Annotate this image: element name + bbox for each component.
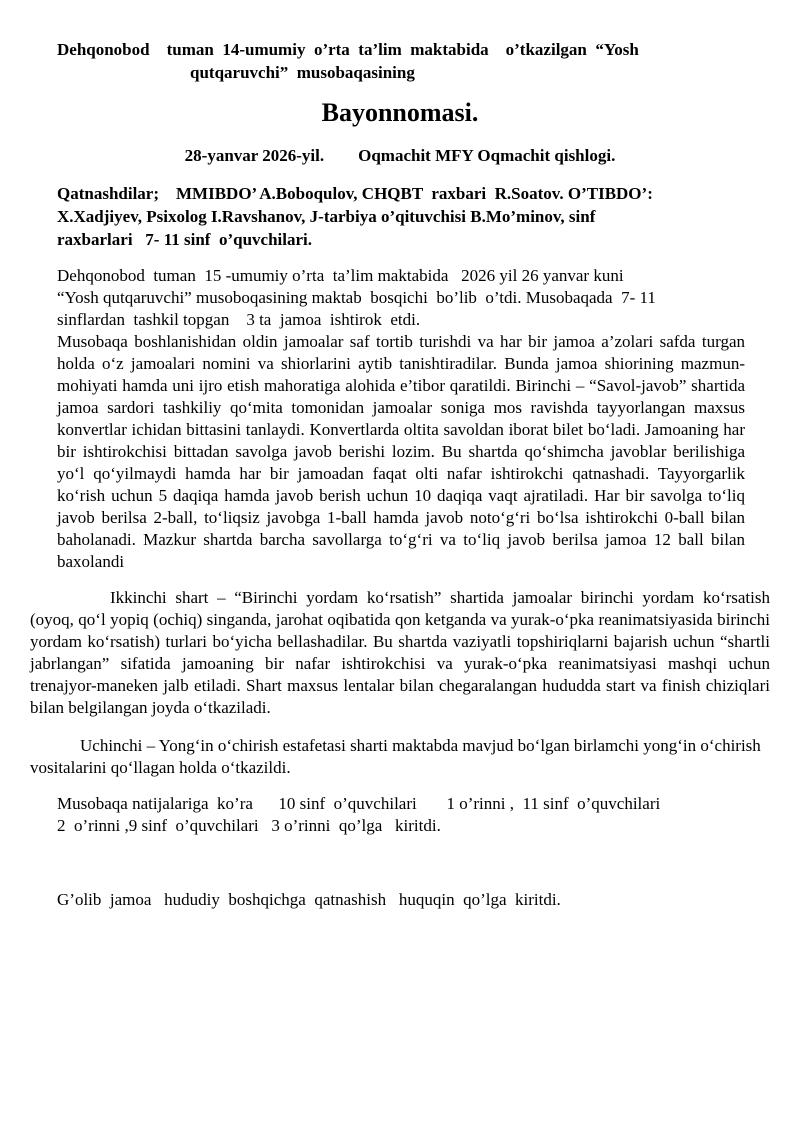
intro-line-3: sinflardan tashkil topgan 3 ta jamoa ishtirok etdi. (57, 310, 421, 329)
doc-title: Bayonnomasi. (321, 98, 479, 127)
third-condition-paragraph: Uchinchi – Yong‘in o‘chirish estafetasi sharti maktabda mavjud bo‘lgan birlamchi yong‘in o‘chirish vositalarini qo‘llagan holda o‘tkazildi. (30, 736, 761, 777)
intro-paragraph (57, 265, 745, 331)
first-condition-paragraph: Musobaqa boshlanishidan oldin jamoalar saf tortib turishdi va har bir jamoa a’zolari safda turgan holda o‘z jamoalari nomini va shiorlarini aytib tanishtiradilar. Bunda jamoa shiorining mazmun-mohiyati hamda uni ijro etish mahoratiga alohida e’tibor qaratildi. Birinchi – “Savol-javob” shartida jamoa sardori tashkiliy qo‘mita tomonidan jamoalar soniga mos ravishda tayyorlangan maxsus konvertlar ichidan bittasini tanlaydi. Konvertlarda oltita savoldan iborat bilet bo‘ladi. Jamoaning har bir ishtirokchisi bittadan savolga javob berishi lozim. Bu shartda qo‘shimcha javoblar berilishiga yo‘l qo‘yilmaydi hamda har bir jamoadan faqat olti nafar ishtirokchi qatnashadi. Tayyorgarlik ko‘rish uchun 5 daqiqa hamda javob berish uchun 10 daqiqa vaqt ajratiladi. Har bir savolga to‘liq javob berilsa 2-ball, to‘liqsiz javobga 1-ball hamda javob noto‘g‘ri bo‘lsa ishtirokchi 0-ball bilan baholanadi. Mazkur shartda barcha savollarga to‘g‘ri va to‘liq javob berilsa jamoa 12 ball bilan baxolandi (57, 332, 745, 571)
participants-block (57, 182, 745, 251)
intro-line-2: “Yosh qutqaruvchi” musoboqasining maktab bosqichi bo’lib o’tdi. Musobaqada 7- 11 (57, 288, 656, 307)
participants-line-1: Qatnashdilar; MMIBDO’ A.Boboqulov, CHQBT raxbari R.Soatov. O’TIBDO’: (57, 184, 653, 203)
participants-line-2: X.Xadjiyev, Psixolog I.Ravshanov, J-tarbiya o’qituvchisi B.Mo’minov, sinf (57, 207, 596, 226)
results-line-1: Musobaqa natijalariga ko’ra 10 sinf o’quvchilari 1 o’rinni , 11 sinf o’quvchilari (57, 794, 661, 813)
doc-header (57, 38, 745, 84)
results-line-2: 2 o’rinni ,9 sinf o’quvchilari 3 o’rinni qo’lga kiritdi. (57, 816, 441, 835)
second-condition-paragraph: Ikkinchi shart – “Birinchi yordam ko‘rsatish” shartida jamoalar birinchi yordam ko‘rsatish (oyoq, qo‘l yopiq (ochiq) singanda, jarohat oqibatida qon ketganda va yurak-o‘pka reanimatsiyasida birinchi yordam ko‘rsatish) turlari bo‘yicha bellashadilar. Bu shartda vaziyatli topshiriqlarni bajarish uchun “shartli jabrlangan” sifatida jamoaning bir nafar ishtirokchisi va yurak-o‘pka reanimatsiyasi mashqi uchun trenajyor-maneken jalb etiladi. Shart maxsus lentalar bilan chegaralangan hududda start va finish chiziqlari bilan belgilangan joyda o‘tkaziladi. (30, 588, 770, 717)
winner-line: G’olib jamoa hududiy boshqichga qatnashish huquqin qo’lga kiritdi. (57, 890, 561, 909)
participants-line-3: raxbarlari 7- 11 sinf o’quvchilari. (57, 230, 312, 249)
doc-dateline: 28-yanvar 2026-yil. Oqmachit MFY Oqmachit qishlogi. (184, 146, 616, 165)
doc-header-line-1: Dehqonobod tuman 14-umumiy o’rta ta’lim maktabida o’tkazilgan “Yosh (57, 40, 639, 59)
intro-line-1: Dehqonobod tuman 15 -umumiy o’rta ta’lim maktabida 2026 yil 26 yanvar kuni (57, 266, 624, 285)
doc-header-line-2: qutqaruvchi” musobaqasining (190, 63, 415, 82)
results-paragraph (57, 793, 745, 837)
